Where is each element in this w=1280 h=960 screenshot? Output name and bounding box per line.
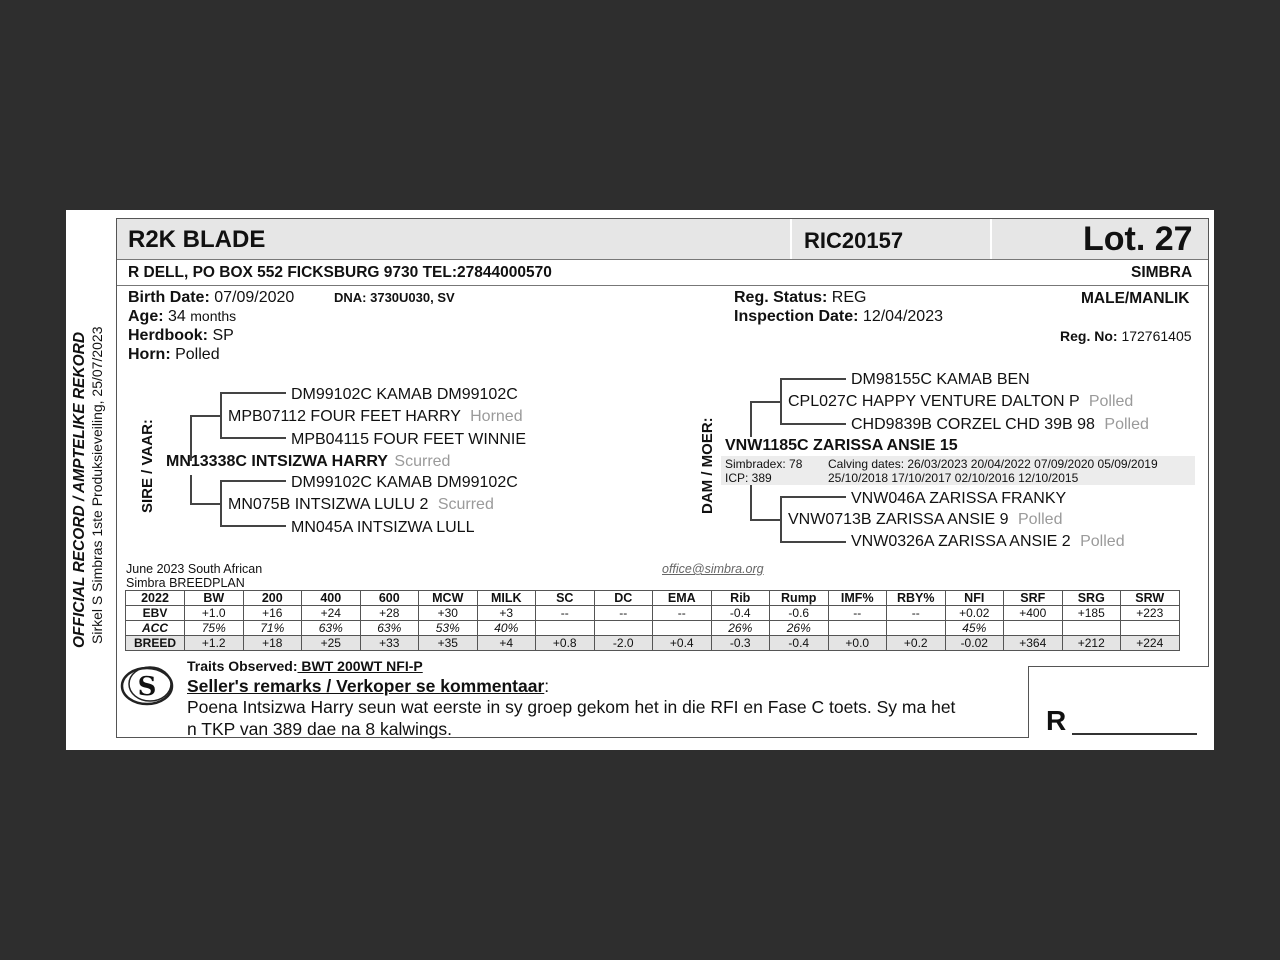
breed-row-cell: -0.3 (711, 636, 770, 651)
ebv-header-cell: SRF (1004, 591, 1063, 606)
simbra-logo (120, 662, 176, 708)
breed-row-cell: +25 (302, 636, 361, 651)
signature-line[interactable] (1072, 733, 1197, 735)
dam-dam-dam-horn: Polled (1080, 533, 1125, 550)
header-divider (790, 219, 792, 259)
lot-header (117, 219, 1208, 260)
dam-dam-horn: Polled (1018, 511, 1063, 528)
sire-name: MN13338C INTSIZWA HARRY (166, 453, 388, 470)
acc-row-cell: 63% (302, 621, 361, 636)
sire-sire-horn: Horned (470, 408, 523, 425)
ebv-row-cell: +0.02 (945, 606, 1004, 621)
ebv-header-cell: IMF% (828, 591, 887, 606)
sex-label: MALE/MANLIK (1081, 290, 1190, 307)
dam-sire-dam (851, 416, 1149, 434)
age-value: 34 (168, 308, 186, 325)
breedplan-line-1: June 2023 South African (126, 562, 263, 576)
official-record-label: OFFICIAL RECORD / AMPTELIKE REKORD (71, 331, 88, 648)
acc-row-cell: 26% (711, 621, 770, 636)
horn-value: Polled (175, 346, 220, 363)
sire (166, 453, 450, 471)
ebv-row (126, 606, 1180, 621)
reg-number (1060, 328, 1192, 344)
sire-horn: Scurred (394, 453, 451, 470)
horn (128, 346, 220, 364)
breed-row-cell: +0.8 (536, 636, 595, 651)
ebv-row-cell: -- (536, 606, 595, 621)
dam-dam-dam-name: VNW0326A ZARISSA ANSIE 2 (851, 533, 1071, 550)
ebv-table (125, 590, 1180, 651)
dam-label: DAM / MOER: (699, 417, 716, 514)
breed-row-cell: +224 (1121, 636, 1180, 651)
age (128, 308, 236, 326)
remarks-title (187, 676, 549, 697)
dam-dam (788, 511, 1062, 529)
ebv-row-cell: +28 (360, 606, 419, 621)
ebv-row-cell: +223 (1121, 606, 1180, 621)
acc-row-cell: 40% (477, 621, 536, 636)
sire-dam-horn: Scurred (437, 496, 494, 513)
ebv-header-cell: 200 (243, 591, 302, 606)
ebv-header-cell: 600 (360, 591, 419, 606)
ebv-row-cell: +400 (1004, 606, 1063, 621)
breed-row-cell: +1.2 (185, 636, 244, 651)
ebv-header-cell: DC (594, 591, 653, 606)
dam-dam-sire: VNW046A ZARISSA FRANKY (851, 490, 1067, 507)
breed-row-label: BREED (126, 636, 185, 651)
breed-row-cell: -2.0 (594, 636, 653, 651)
acc-row-cell (828, 621, 887, 636)
reg-number-label: Reg. No: (1060, 328, 1118, 344)
breed-label: SIMBRA (1131, 264, 1193, 281)
acc-row-cell: 71% (243, 621, 302, 636)
sire-sire (228, 408, 523, 426)
ebv-row-cell: +24 (302, 606, 361, 621)
traits-label: Traits Observed: (187, 658, 298, 674)
acc-row-label: ACC (126, 621, 185, 636)
dam-sire-horn: Polled (1088, 393, 1134, 410)
remarks-title-text: Seller's remarks / Verkoper se kommentaar (187, 676, 545, 696)
sire-sire-dam: MPB04115 FOUR FEET WINNIE (291, 431, 527, 448)
owner-line: R DELL, PO BOX 552 FICKSBURG 9730 TEL:27844000570 (128, 264, 552, 281)
breed-row-cell: +33 (360, 636, 419, 651)
acc-row-cell (1121, 621, 1180, 636)
ebv-header-cell: SRW (1121, 591, 1180, 606)
lot-number: Lot. 27 (1083, 220, 1193, 258)
birth-date-label: Birth Date: (128, 289, 210, 306)
remarks-colon: : (544, 676, 550, 696)
ebv-header-cell: MCW (419, 591, 478, 606)
icp: ICP: 389 (725, 471, 772, 485)
breed-row-cell: +0.0 (828, 636, 887, 651)
inspection-date-label: Inspection Date: (734, 308, 859, 325)
reg-status-label: Reg. Status: (734, 289, 828, 306)
dam-dam-dam (851, 533, 1125, 551)
ebv-header-row (126, 591, 1180, 606)
birth-date (128, 289, 294, 307)
breed-row-cell: +18 (243, 636, 302, 651)
sire-dam-sire: DM99102C KAMAB DM99102C (291, 474, 518, 491)
ebv-row-cell: -0.6 (770, 606, 829, 621)
reg-status (734, 289, 866, 307)
remarks-line-2: n TKP van 389 dae na 8 kalwings. (187, 719, 452, 739)
calving-dates-1: Calving dates: 26/03/2023 20/04/2022 07/09/2020 05/09/2019 (828, 457, 1158, 471)
ebv-header-cell: Rib (711, 591, 770, 606)
ebv-row-label: EBV (126, 606, 185, 621)
dna-info: DNA: 3730U030, SV (334, 290, 455, 305)
ebv-header-label: 2022 (126, 591, 185, 606)
breed-avg-row (126, 636, 1180, 651)
ebv-header-cell: Rump (770, 591, 829, 606)
sire-sire-name: MPB07112 FOUR FEET HARRY (228, 408, 461, 425)
dam-name: VNW1185C ZARISSA ANSIE 15 (725, 437, 958, 454)
dam-dam-name: VNW0713B ZARISSA ANSIE 9 (788, 511, 1009, 528)
acc-row-cell: 63% (360, 621, 419, 636)
ebv-header-cell: BW (185, 591, 244, 606)
auction-label: Sirkel S Simbras 1ste Produksieveiling, 25/07/2023 (89, 326, 105, 644)
ebv-row-cell: -- (653, 606, 712, 621)
breed-row-cell: +4 (477, 636, 536, 651)
age-unit: months (190, 308, 237, 324)
acc-row-cell: 75% (185, 621, 244, 636)
acc-row-cell: 26% (770, 621, 829, 636)
acc-row (126, 621, 1180, 636)
herdbook-label: Herdbook: (128, 327, 208, 344)
ebv-row-cell: -- (887, 606, 946, 621)
breed-row-cell: +0.4 (653, 636, 712, 651)
remarks-line-1: Poena Intsizwa Harry seun wat eerste in sy groep gekom het in die RFI en Fase C toets. Sy ma het (187, 697, 956, 717)
ebv-row-cell: +185 (1062, 606, 1121, 621)
email-link[interactable]: office@simbra.org (662, 562, 764, 576)
traits-value: BWT 200WT NFI-P (297, 658, 423, 674)
breed-row-cell: +364 (1004, 636, 1063, 651)
signature-label: R (1046, 705, 1067, 736)
reg-number-value: 172761405 (1121, 328, 1192, 344)
breedplan-line-2: Simbra BREEDPLAN (126, 576, 245, 590)
ebv-header-cell: SRG (1062, 591, 1121, 606)
dam-sire-name: CPL027C HAPPY VENTURE DALTON P (788, 393, 1080, 410)
ebv-header-cell: SC (536, 591, 595, 606)
dam-sire-dam-name: CHD9839B CORZEL CHD 39B 98 (851, 416, 1095, 433)
animal-name: R2K BLADE (128, 226, 266, 253)
acc-row-cell (887, 621, 946, 636)
acc-row-cell (594, 621, 653, 636)
ebv-row-cell: +1.0 (185, 606, 244, 621)
herdbook (128, 327, 234, 345)
svg-text:S: S (137, 672, 157, 702)
header-divider (990, 219, 992, 259)
herdbook-value: SP (212, 327, 234, 344)
ebv-row-cell: -- (828, 606, 887, 621)
ebv-header-cell: EMA (653, 591, 712, 606)
acc-row-cell (1004, 621, 1063, 636)
calving-dates-2: 25/10/2018 17/10/2017 02/10/2016 12/10/2015 (828, 471, 1079, 485)
inspection-date-value: 12/04/2023 (862, 308, 943, 325)
acc-row-cell (536, 621, 595, 636)
birth-date-value: 07/09/2020 (214, 289, 295, 306)
ebv-row-cell: +16 (243, 606, 302, 621)
ebv-row-cell: +3 (477, 606, 536, 621)
simbradex: Simbradex: 78 (725, 457, 803, 471)
ebv-header-cell: MILK (477, 591, 536, 606)
sire-dam-name: MN075B INTSIZWA LULU 2 (228, 496, 429, 513)
breed-row-cell: +35 (419, 636, 478, 651)
sire-sire-sire: DM99102C KAMAB DM99102C (291, 386, 518, 403)
acc-row-cell (1062, 621, 1121, 636)
acc-row-cell (653, 621, 712, 636)
animal-code: RIC20157 (804, 228, 904, 253)
ebv-row-cell: +30 (419, 606, 478, 621)
ebv-header-cell: NFI (945, 591, 1004, 606)
ebv-row-cell: -- (594, 606, 653, 621)
horn-label: Horn: (128, 346, 171, 363)
ebv-row-cell: -0.4 (711, 606, 770, 621)
reg-status-value: REG (831, 289, 867, 306)
dam-sire-dam-horn: Polled (1104, 416, 1149, 433)
ebv-header-cell: RBY% (887, 591, 946, 606)
acc-row-cell: 45% (945, 621, 1004, 636)
age-label: Age: (128, 308, 164, 325)
acc-row-cell: 53% (419, 621, 478, 636)
breed-row-cell: -0.4 (770, 636, 829, 651)
breed-row-cell: -0.02 (945, 636, 1004, 651)
inspection-date (734, 308, 943, 326)
dam-sire-sire: DM98155C KAMAB BEN (851, 371, 1030, 388)
breed-row-cell: +0.2 (887, 636, 946, 651)
breed-row-cell: +212 (1062, 636, 1121, 651)
sire-dam-dam: MN045A INTSIZWA LULL (291, 519, 475, 536)
sire-label: SIRE / VAAR: (139, 419, 156, 513)
traits-observed (187, 658, 423, 674)
sire-dam (228, 496, 494, 514)
dam-sire (788, 393, 1133, 411)
ebv-header-cell: 400 (302, 591, 361, 606)
